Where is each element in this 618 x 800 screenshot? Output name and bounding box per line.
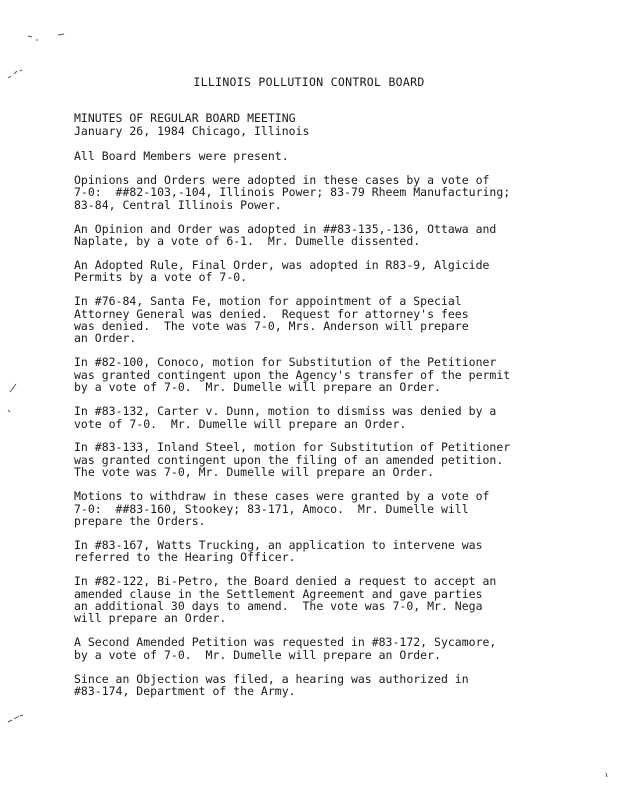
paragraph-line: Motions to withdraw in these cases were granted by a vote of xyxy=(74,489,490,504)
paragraph-line: In #83-133, Inland Steel, motion for Substitution of Petitioner xyxy=(74,440,511,455)
paragraph-line: #83-174, Department of the Army. xyxy=(74,684,296,698)
paragraph-line: Since an Objection was filed, a hearing was authorized in xyxy=(74,671,469,686)
minutes-paragraph xyxy=(74,405,574,430)
paragraph-line: Attorney General was denied. Request for attorney's fees xyxy=(74,306,469,321)
minutes-paragraph xyxy=(74,490,574,527)
paragraph-line: Permits by a vote of 7-0. xyxy=(74,270,248,285)
minutes-paragraph xyxy=(74,356,574,393)
minutes-paragraph xyxy=(74,295,574,345)
minutes-paragraph xyxy=(74,673,574,698)
paragraph-line: an additional 30 days to amend. The vote was 7-0, Mr. Nega xyxy=(74,598,483,613)
paragraph-line: In #76-84, Santa Fe, motion for appointment of a Special xyxy=(74,294,462,309)
minutes-paragraph xyxy=(74,539,574,564)
paragraph-line: an Order. xyxy=(74,331,137,346)
paragraph-line: In #82-100, Conoco, motion for Substitution of the Petitioner xyxy=(74,355,497,370)
paragraph-line: referred to the Hearing Officer. xyxy=(74,550,296,565)
paragraph-line: 83-84, Central Illinois Power. xyxy=(74,197,282,212)
minutes-paragraph xyxy=(74,259,574,284)
paragraph-line: was granted contingent upon the filing of an amended petition. xyxy=(74,452,504,467)
meeting-heading-line: MINUTES OF REGULAR BOARD MEETING xyxy=(74,111,296,125)
minutes-paragraph xyxy=(74,150,574,162)
paragraph-line: by a vote of 7-0. Mr. Dumelle will prepare an Order. xyxy=(74,380,441,395)
minutes-paragraph xyxy=(74,223,574,248)
paragraph-line: amended clause in the Settlement Agreement and gave parties xyxy=(74,586,483,601)
paragraph-line: An Opinion and Order was adopted in ##83-135,-136, Ottawa and xyxy=(74,221,497,236)
paragraph-line: by a vote of 7-0. Mr. Dumelle will prepare an Order. xyxy=(74,647,441,662)
paragraph-line: A Second Amended Petition was requested in #83-172, Sycamore, xyxy=(74,635,497,650)
paragraph-line: In #83-132, Carter v. Dunn, motion to dismiss was denied by a xyxy=(74,404,497,419)
paragraph-line: 7-0: ##83-160, Stookey; 83-171, Amoco. Mr. Dumelle will xyxy=(74,501,469,516)
minutes-paragraph xyxy=(74,636,574,661)
paragraph-line: An Adopted Rule, Final Order, was adopted in R83-9, Algicide xyxy=(74,257,490,272)
meeting-heading xyxy=(74,112,309,137)
paragraph-line: vote of 7-0. Mr. Dumelle will prepare an Order. xyxy=(74,416,407,431)
minutes-paragraph xyxy=(74,174,574,211)
paragraph-line: prepare the Orders. xyxy=(74,513,206,528)
paragraph-line: In #82-122, Bi-Petro, the Board denied a request to accept an xyxy=(74,574,497,589)
document-title: ILLINOIS POLLUTION CONTROL BOARD xyxy=(193,75,425,89)
paragraph-line: The vote was 7-0, Mr. Dumelle will prepare an Order. xyxy=(74,465,435,480)
paragraph-line: Naplate, by a vote of 6-1. Mr. Dumelle dissented. xyxy=(74,234,421,249)
paragraph-line: Opinions and Orders were adopted in these cases by a vote of xyxy=(74,172,490,187)
paragraph-line: 7-0: ##82-103,-104, Illinois Power; 83-79 Rheem Manufacturing; xyxy=(74,185,511,200)
paragraph-line: was granted contingent upon the Agency's transfer of the permit xyxy=(74,367,511,382)
minutes-paragraph xyxy=(74,575,574,625)
paragraph-line: will prepare an Order. xyxy=(74,611,227,626)
minutes-body xyxy=(74,150,574,709)
meeting-date-line: January 26, 1984 Chicago, Illinois xyxy=(74,123,310,138)
paragraph-line: All Board Members were present. xyxy=(74,149,289,163)
paragraph-line: was denied. The vote was 7-0, Mrs. Anderson will prepare xyxy=(74,319,469,334)
minutes-paragraph xyxy=(74,441,574,478)
paragraph-line: In #83-167, Watts Trucking, an application to intervene was xyxy=(74,537,483,552)
